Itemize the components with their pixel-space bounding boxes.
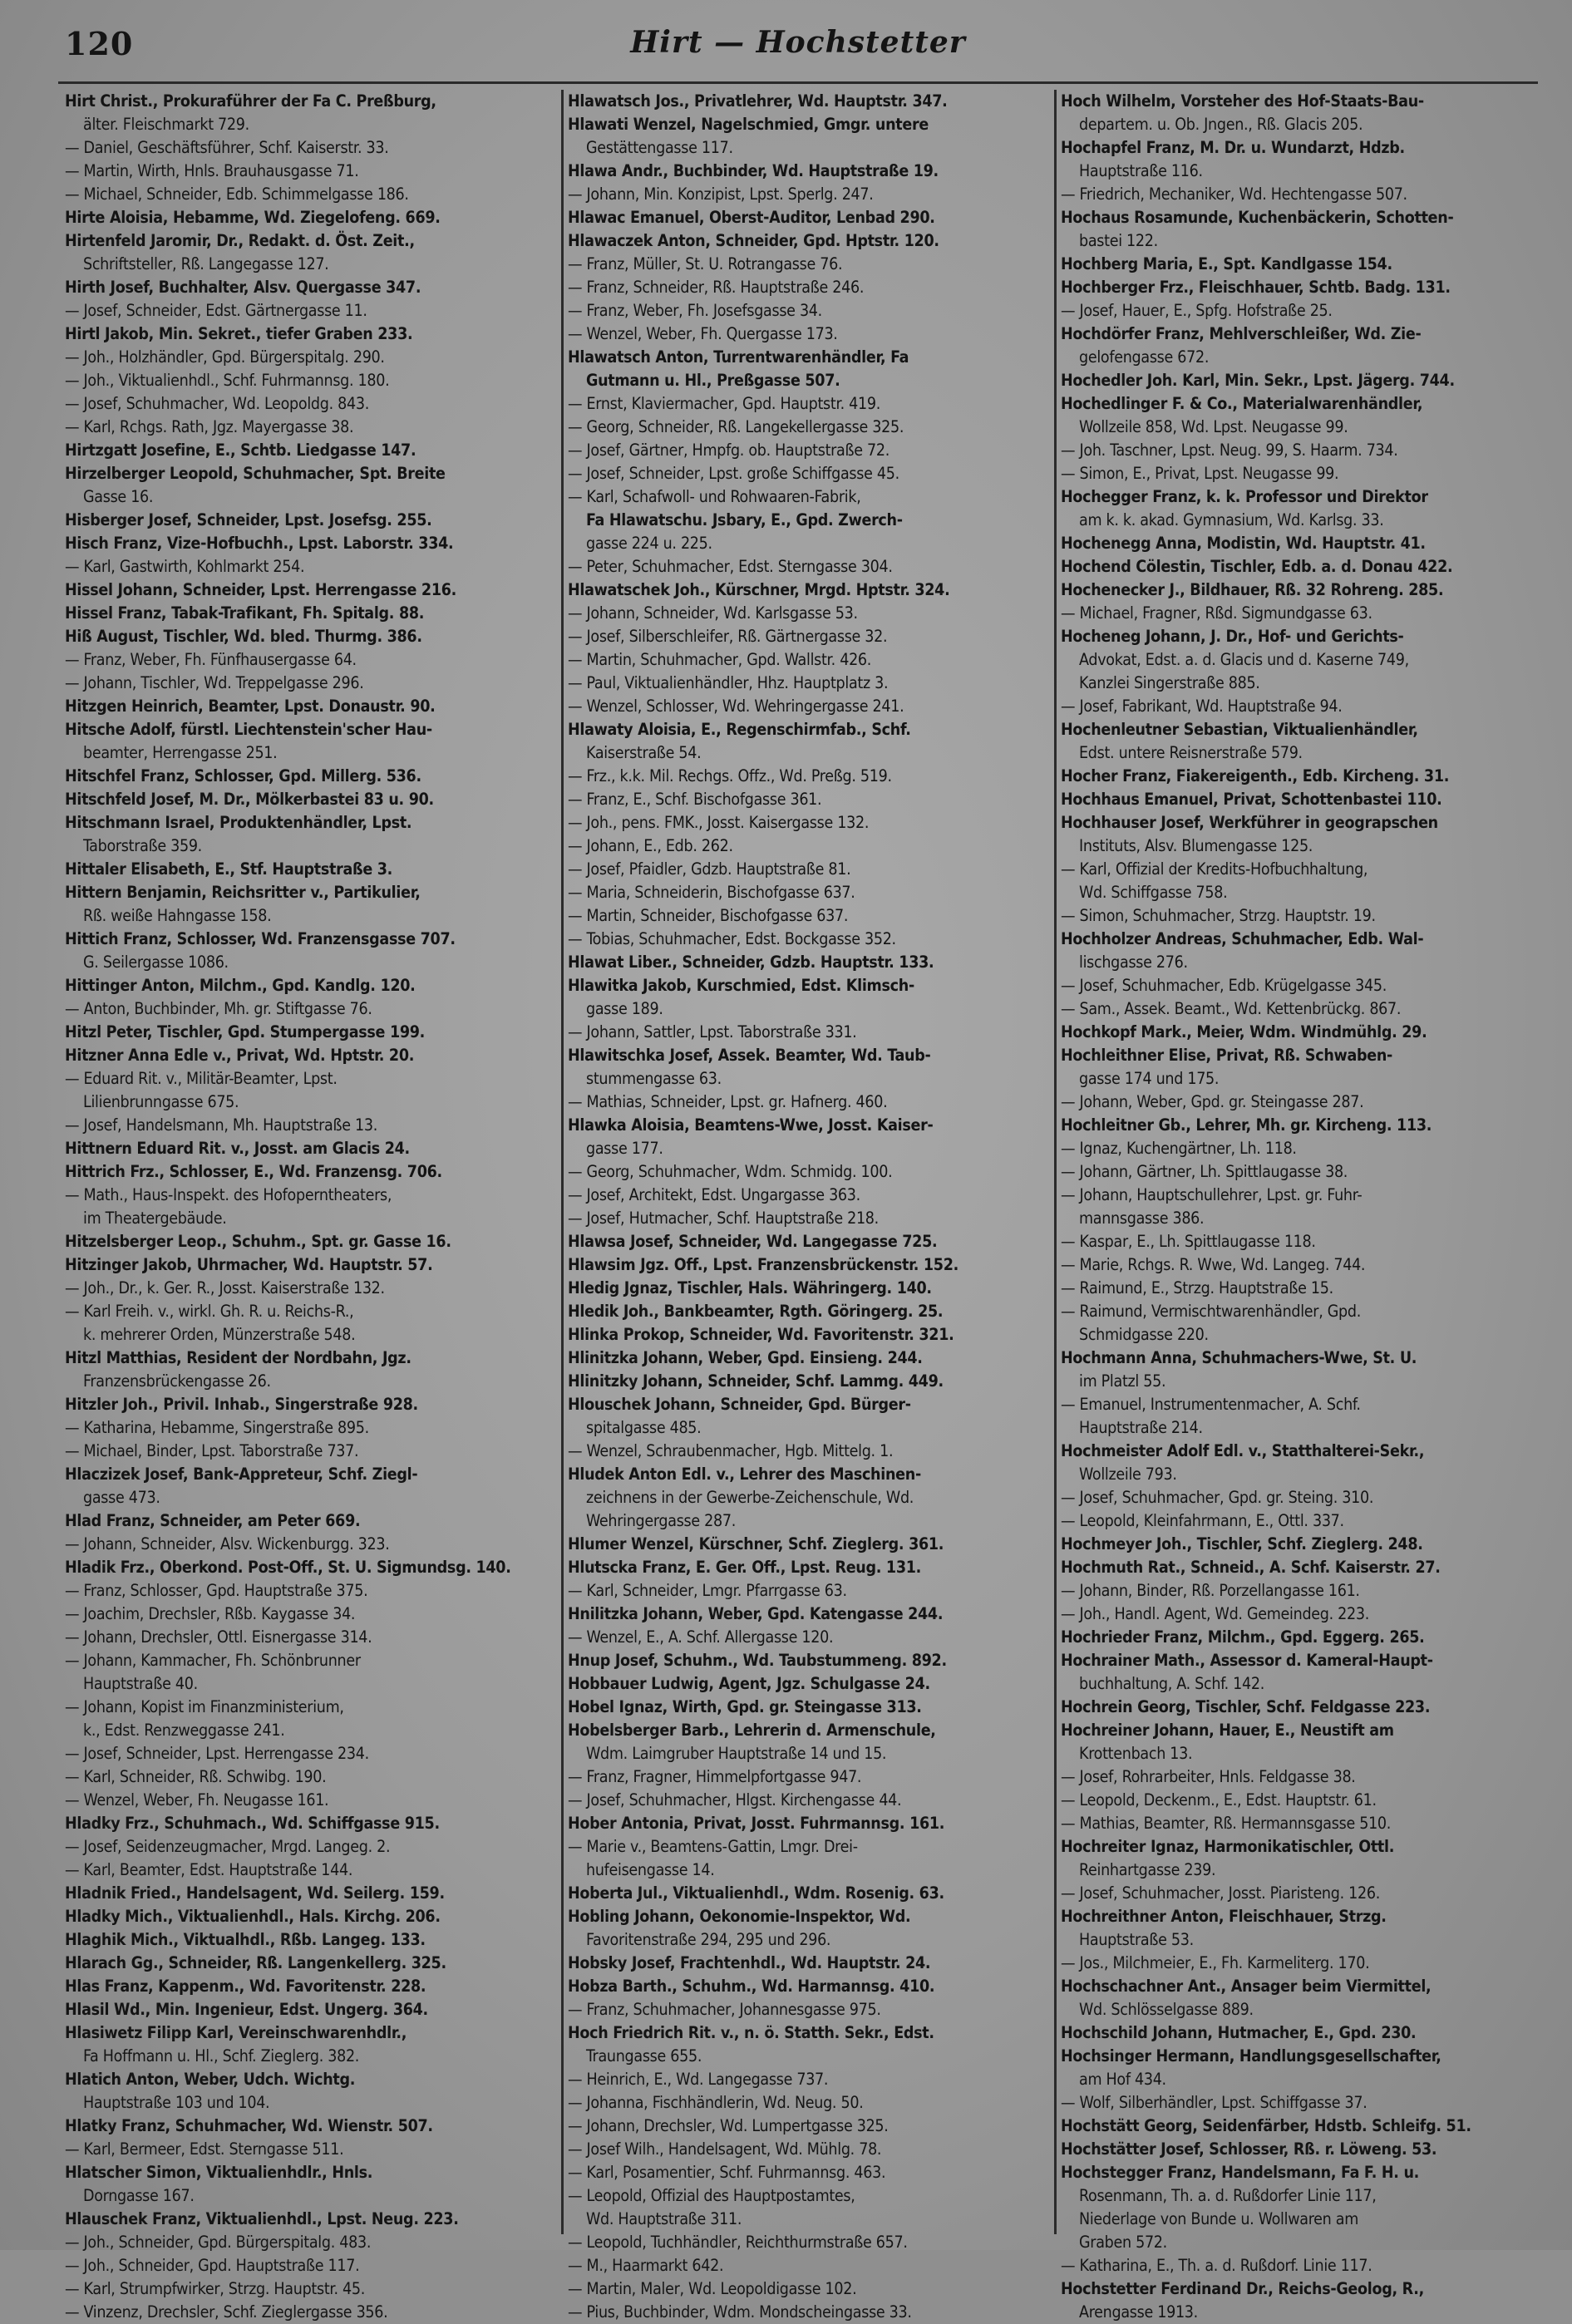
directory-entry: — Joh., Handl. Agent, Wd. Gemeindeg. 223. bbox=[1061, 1604, 1370, 1623]
directory-entry: — Karl, Rchgs. Rath, Jgz. Mayergasse 38. bbox=[65, 417, 354, 436]
directory-entry: Hitzinger Jakob, Uhrmacher, Wd. Hauptstr. 57. bbox=[65, 1255, 433, 1274]
directory-entry: — Georg, Schuhmacher, Wdm. Schmidg. 100. bbox=[568, 1162, 893, 1181]
directory-entry: — Karl, Bermeer, Edst. Sterngasse 511. bbox=[65, 2139, 344, 2159]
directory-entry: Hirtzgatt Josefine, E., Schtb. Liedgasse 147. bbox=[65, 441, 416, 460]
directory-entry: — Vinzenz, Drechsler, Schf. Zieglergasse 356. bbox=[65, 2302, 388, 2322]
directory-entry: Wd. Hauptstraße 311. bbox=[586, 2209, 742, 2228]
directory-entry: — Karl, Schneider, Rß. Schwibg. 190. bbox=[65, 1767, 327, 1786]
directory-entry: — Johann, Kopist im Finanzministerium, bbox=[65, 1697, 344, 1716]
directory-entry: Hlawka Aloisia, Beamtens-Wwe, Josst. Kaiser- bbox=[568, 1115, 934, 1135]
directory-entry: Hober Antonia, Privat, Josst. Fuhrmannsg. 161. bbox=[568, 1814, 945, 1833]
directory-entry: Hirzelberger Leopold, Schuhmacher, Spt. Breite bbox=[65, 464, 446, 483]
directory-entry: Hlasil Wd., Min. Ingenieur, Edst. Ungerg. 364. bbox=[65, 2000, 428, 2019]
directory-entry: — Josef, Hauer, E., Spfg. Hofstraße 25. bbox=[1061, 301, 1333, 320]
column-2 bbox=[568, 90, 1058, 2322]
directory-entry: — Martin, Schneider, Bischofgasse 637. bbox=[568, 906, 849, 925]
directory-entry: Hitzelsberger Leop., Schuhm., Spt. gr. Gasse 16. bbox=[65, 1232, 451, 1251]
directory-entry: Hlatky Franz, Schuhmacher, Wd. Wienstr. 507. bbox=[65, 2116, 433, 2135]
directory-entry: Hittinger Anton, Milchm., Gpd. Kandlg. 120. bbox=[65, 976, 416, 995]
directory-entry: Hochhaus Emanuel, Privat, Schottenbastei 110. bbox=[1061, 790, 1442, 809]
directory-entry: Hochaus Rosamunde, Kuchenbäckerin, Schotten- bbox=[1061, 208, 1454, 227]
directory-entry: bastei 122. bbox=[1079, 231, 1158, 250]
directory-entry: gelofengasse 672. bbox=[1079, 347, 1210, 367]
directory-entry: Kaiserstraße 54. bbox=[586, 743, 702, 762]
directory-entry: — Josef, Schuhmacher, Josst. Piaristeng. 126. bbox=[1061, 1883, 1380, 1903]
directory-entry: — Karl, Strumpfwirker, Strzg. Hauptstr. 45. bbox=[65, 2279, 366, 2298]
directory-entry: Hocheneg Johann, J. Dr., Hof- und Gerichts- bbox=[1061, 627, 1404, 646]
directory-entry: Favoritenstraße 294, 295 und 296. bbox=[586, 1930, 831, 1949]
directory-entry: — Joh., Dr., k. Ger. R., Josst. Kaiserstraße 132. bbox=[65, 1278, 385, 1297]
directory-entry: Hobbauer Ludwig, Agent, Jgz. Schulgasse 24. bbox=[568, 1674, 930, 1693]
directory-entry: — Raimund, Vermischtwarenhändler, Gpd. bbox=[1061, 1302, 1362, 1321]
directory-entry: — Franz, Weber, Fh. Fünfhausergasse 64. bbox=[65, 650, 357, 669]
directory-entry: Wehringergasse 287. bbox=[586, 1511, 737, 1530]
directory-entry: — Johann, Tischler, Wd. Treppelgasse 296. bbox=[65, 673, 364, 692]
column-1 bbox=[65, 90, 557, 2322]
directory-entry: Hauptstraße 116. bbox=[1079, 161, 1203, 180]
directory-entry: Hlutscka Franz, E. Ger. Off., Lpst. Reug. 131. bbox=[568, 1558, 921, 1577]
directory-entry: Hochrieder Franz, Milchm., Gpd. Eggerg. 265. bbox=[1061, 1627, 1425, 1647]
directory-entry: — Pius, Buchbinder, Wdm. Mondscheingasse 33. bbox=[568, 2302, 912, 2322]
directory-entry: gasse 224 u. 225. bbox=[586, 534, 712, 553]
directory-entry: Hauptstraße 40. bbox=[83, 1674, 198, 1693]
directory-entry: Hlawatsch Anton, Turrentwarenhändler, Fa bbox=[568, 347, 909, 367]
directory-entry: Hochrainer Math., Assessor d. Kameral-Haupt- bbox=[1061, 1651, 1433, 1670]
directory-entry: Hochmeister Adolf Edl. v., Statthalterei-Sekr., bbox=[1061, 1441, 1425, 1460]
directory-entry: gasse 177. bbox=[586, 1139, 663, 1158]
directory-entry: Gestättengasse 117. bbox=[586, 138, 733, 157]
directory-entry: Instituts, Alsv. Blumengasse 125. bbox=[1079, 836, 1313, 855]
directory-entry: departem. u. Ob. Jngen., Rß. Glacis 205. bbox=[1079, 115, 1363, 134]
page-number: 120 bbox=[65, 25, 134, 62]
directory-entry: Wd. Schlösselgasse 889. bbox=[1079, 2000, 1254, 2019]
directory-entry: — Josef, Schuhmacher, Gpd. gr. Steing. 310. bbox=[1061, 1488, 1374, 1507]
directory-entry: Hochschild Johann, Hutmacher, E., Gpd. 230. bbox=[1061, 2023, 1417, 2042]
directory-entry: Wd. Schiffgasse 758. bbox=[1079, 883, 1228, 902]
directory-entry: k. mehrerer Orden, Münzerstraße 548. bbox=[83, 1325, 356, 1344]
directory-entry: Gasse 16. bbox=[83, 487, 154, 506]
directory-entry: Hochholzer Andreas, Schuhmacher, Edb. Wal- bbox=[1061, 929, 1424, 948]
directory-entry: — Josef, Pfaidler, Gdzb. Hauptstraße 81. bbox=[568, 859, 851, 879]
directory-entry: Hladnik Fried., Handelsagent, Wd. Seilerg. 159. bbox=[65, 1883, 445, 1903]
directory-entry: — Mathias, Beamter, Rß. Hermannsgasse 510. bbox=[1061, 1814, 1392, 1833]
directory-entry: Fa Hoffmann u. Hl., Schf. Zieglerg. 382. bbox=[83, 2046, 360, 2066]
directory-entry: Hladky Mich., Viktualienhdl., Hals. Kirchg. 206. bbox=[65, 1907, 441, 1926]
directory-entry: Hirtl Jakob, Min. Sekret., tiefer Graben 233. bbox=[65, 324, 413, 343]
directory-entry: — Josef, Handelsmann, Mh. Hauptstraße 13. bbox=[65, 1115, 377, 1135]
directory-entry: Hochrein Georg, Tischler, Schf. Feldgasse 223. bbox=[1061, 1697, 1431, 1716]
directory-entry: Hitzler Joh., Privil. Inhab., Singerstraße 928. bbox=[65, 1395, 418, 1414]
directory-entry: Hlinitzky Johann, Schneider, Schf. Lammg. 449. bbox=[568, 1371, 944, 1391]
directory-entry: Hiß August, Tischler, Wd. bled. Thurmg. 386. bbox=[65, 627, 422, 646]
directory-entry: Hobsky Josef, Frachtenhdl., Wd. Hauptstr. 24. bbox=[568, 1953, 931, 1972]
directory-entry: Hlinitzka Johann, Weber, Gpd. Einsieng. 244. bbox=[568, 1348, 923, 1367]
directory-entry: Hirtenfeld Jaromir, Dr., Redakt. d. Öst. Zeit., bbox=[65, 231, 415, 250]
directory-entry: — Joh., Viktualienhdl., Schf. Fuhrmannsg. 180. bbox=[65, 371, 390, 390]
directory-entry: Hissel Franz, Tabak-Trafikant, Fh. Spitalg. 88. bbox=[65, 603, 425, 623]
directory-entry: — M., Haarmarkt 642. bbox=[568, 2256, 724, 2275]
directory-entry: Hochstegger Franz, Handelsmann, Fa F. H. u. bbox=[1061, 2163, 1420, 2182]
directory-entry: — Franz, Fragner, Himmelpfortgasse 947. bbox=[568, 1767, 862, 1786]
directory-entry: Hochstetter Ferdinand Dr., Reichs-Geolog, R., bbox=[1061, 2279, 1424, 2298]
directory-entry: Hisberger Josef, Schneider, Lpst. Josefsg. 255. bbox=[65, 510, 432, 529]
directory-entry: Hitzgen Heinrich, Beamter, Lpst. Donaustr. 90. bbox=[65, 697, 436, 716]
directory-entry: — Joachim, Drechsler, Rßb. Kaygasse 34. bbox=[65, 1604, 356, 1623]
directory-entry: — Heinrich, E., Wd. Langegasse 737. bbox=[568, 2070, 829, 2089]
directory-entry: — Johann, Hauptschullehrer, Lpst. gr. Fuhr- bbox=[1061, 1185, 1363, 1204]
directory-entry: — Marie, Rchgs. R. Wwe, Wd. Langeg. 744. bbox=[1061, 1255, 1366, 1274]
directory-entry: Reinhartgasse 239. bbox=[1079, 1860, 1216, 1879]
directory-entry: Hochhauser Josef, Werkführer in geograpschen bbox=[1061, 813, 1438, 832]
directory-entry: — Ernst, Klaviermacher, Gpd. Hauptstr. 419. bbox=[568, 394, 880, 413]
directory-entry: — Karl, Offizial der Kredits-Hofbuchhaltung, bbox=[1061, 859, 1368, 879]
directory-entry: — Josef, Schneider, Lpst. Herrengasse 234. bbox=[65, 1744, 369, 1763]
directory-entry: Rß. weiße Hahngasse 158. bbox=[83, 906, 272, 925]
directory-entry: — Franz, Schuhmacher, Johannesgasse 975. bbox=[568, 2000, 881, 2019]
directory-entry: Hochapfel Franz, M. Dr. u. Wundarzt, Hdzb. bbox=[1061, 138, 1405, 157]
directory-entry: — Maria, Schneiderin, Bischofgasse 637. bbox=[568, 883, 855, 902]
directory-entry: — Wenzel, Schraubenmacher, Hgb. Mittelg. 1. bbox=[568, 1441, 894, 1460]
directory-entry: Hochmann Anna, Schuhmachers-Wwe, St. U. bbox=[1061, 1348, 1417, 1367]
directory-entry: Franzensbrückengasse 26. bbox=[83, 1371, 271, 1391]
directory-entry: Hitsche Adolf, fürstl. Liechtenstein'scher Hau- bbox=[65, 720, 432, 739]
directory-entry: Hochedler Joh. Karl, Min. Sekr., Lpst. Jägerg. 744. bbox=[1061, 371, 1455, 390]
directory-entry: Hlawati Wenzel, Nagelschmied, Gmgr. untere bbox=[568, 115, 929, 134]
directory-entry: buchhaltung, A. Schf. 142. bbox=[1079, 1674, 1265, 1693]
directory-entry: Hitschfel Franz, Schlosser, Gpd. Millerg. 536. bbox=[65, 766, 421, 785]
directory-entry: Hochenleutner Sebastian, Viktualienhändler, bbox=[1061, 720, 1418, 739]
directory-entry: — Wenzel, Schlosser, Wd. Wehringergasse 241. bbox=[568, 697, 904, 716]
directory-entry: Hochegger Franz, k. k. Professor und Direktor bbox=[1061, 487, 1428, 506]
directory-entry: Hittaler Elisabeth, E., Stf. Hauptstraße 3. bbox=[65, 859, 393, 879]
directory-entry: — Johann, Min. Konzipist, Lpst. Sperlg. 247. bbox=[568, 185, 874, 204]
directory-entry: gasse 473. bbox=[83, 1488, 160, 1507]
directory-entry: — Josef, Architekt, Edst. Ungargasse 363. bbox=[568, 1185, 860, 1204]
directory-entry: — Franz, Schneider, Rß. Hauptstraße 246. bbox=[568, 278, 865, 297]
directory-entry: Hoch Wilhelm, Vorsteher des Hof-Staats-Bau- bbox=[1061, 91, 1424, 111]
directory-entry: Hauptstraße 53. bbox=[1079, 1930, 1194, 1949]
directory-entry: — Martin, Wirth, Hnls. Brauhausgasse 71. bbox=[65, 161, 359, 180]
directory-entry: Hlatich Anton, Weber, Udch. Wichtg. bbox=[65, 2070, 356, 2089]
directory-entry: Hlouschek Johann, Schneider, Gpd. Bürger- bbox=[568, 1395, 911, 1414]
header-rule bbox=[58, 81, 1538, 84]
directory-entry: Hnup Josef, Schuhm., Wd. Taubstummeng. 892. bbox=[568, 1651, 947, 1670]
column-divider bbox=[561, 90, 564, 2234]
directory-entry: Edst. untere Reisnerstraße 579. bbox=[1079, 743, 1303, 762]
directory-entry: Hoberta Jul., Viktualienhdl., Wdm. Rosenig. 63. bbox=[568, 1883, 944, 1903]
directory-entry: — Mathias, Schneider, Lpst. gr. Hafnerg. 460. bbox=[568, 1092, 888, 1111]
directory-entry: — Johann, Binder, Rß. Porzellangasse 161. bbox=[1061, 1581, 1360, 1600]
directory-entry: — Johann, E., Edb. 262. bbox=[568, 836, 733, 855]
directory-entry: — Sam., Assek. Beamt., Wd. Kettenbrückg. 867. bbox=[1061, 999, 1402, 1018]
directory-entry: — Peter, Schuhmacher, Edst. Sterngasse 304. bbox=[568, 557, 893, 576]
directory-entry: — Jos., Milchmeier, E., Fh. Karmeliterg. 170. bbox=[1061, 1953, 1370, 1972]
directory-entry: — Raimund, E., Strzg. Hauptstraße 15. bbox=[1061, 1278, 1333, 1297]
directory-entry: Hochmuth Rat., Schneid., A. Schf. Kaiserstr. 27. bbox=[1061, 1558, 1441, 1577]
directory-entry: — Daniel, Geschäftsführer, Schf. Kaiserstr. 33. bbox=[65, 138, 389, 157]
directory-entry: Hladky Frz., Schuhmach., Wd. Schiffgasse 915. bbox=[65, 1814, 440, 1833]
directory-entry: Hlawa Andr., Buchbinder, Wd. Hauptstraße 19. bbox=[568, 161, 939, 180]
directory-entry: gasse 189. bbox=[586, 999, 663, 1018]
directory-entry: hufeisengasse 14. bbox=[586, 1860, 715, 1879]
directory-entry: — Ignaz, Kuchengärtner, Lh. 118. bbox=[1061, 1139, 1297, 1158]
directory-entry: — Georg, Schneider, Rß. Langekellergasse 325. bbox=[568, 417, 904, 436]
directory-entry: — Karl, Gastwirth, Kohlmarkt 254. bbox=[65, 557, 305, 576]
directory-entry: Hlinka Prokop, Schneider, Wd. Favoritenstr. 321. bbox=[568, 1325, 954, 1344]
directory-entry: Hobelsberger Barb., Lehrerin d. Armenschule, bbox=[568, 1721, 936, 1740]
directory-entry: beamter, Herrengasse 251. bbox=[83, 743, 278, 762]
directory-entry: Hochend Cölestin, Tischler, Edb. a. d. Donau 422. bbox=[1061, 557, 1453, 576]
directory-entry: — Franz, Müller, St. U. Rotrangasse 76. bbox=[568, 254, 843, 273]
directory-entry: im Platzl 55. bbox=[1079, 1371, 1166, 1391]
directory-entry: Wollzeile 793. bbox=[1079, 1465, 1177, 1484]
directory-entry: — Friedrich, Mechaniker, Wd. Hechtengasse 507. bbox=[1061, 185, 1407, 204]
directory-entry: — Martin, Maler, Wd. Leopoldigasse 102. bbox=[568, 2279, 857, 2298]
directory-entry: Hochmeyer Joh., Tischler, Schf. Zieglerg. 248. bbox=[1061, 1534, 1423, 1553]
directory-entry: — Josef, Schneider, Lpst. große Schiffgasse 45. bbox=[568, 464, 899, 483]
directory-entry: — Katharina, Hebamme, Singerstraße 895. bbox=[65, 1418, 369, 1437]
directory-entry: lischgasse 276. bbox=[1079, 953, 1188, 972]
directory-entry: — Josef, Rohrarbeiter, Hnls. Feldgasse 38. bbox=[1061, 1767, 1356, 1786]
directory-entry: — Kaspar, E., Lh. Spittlaugasse 118. bbox=[1061, 1232, 1316, 1251]
directory-entry: — Josef, Schuhmacher, Hlgst. Kirchengasse 44. bbox=[568, 1790, 902, 1809]
directory-entry: — Joh. Taschner, Lpst. Neug. 99, S. Haarm. 734. bbox=[1061, 441, 1398, 460]
directory-entry: spitalgasse 485. bbox=[586, 1418, 702, 1437]
directory-entry: gasse 174 und 175. bbox=[1079, 1069, 1220, 1088]
directory-entry: Hlatscher Simon, Viktualienhdlr., Hnls. bbox=[65, 2163, 373, 2182]
directory-entry: Taborstraße 359. bbox=[83, 836, 202, 855]
directory-entry: Hitschfeld Josef, M. Dr., Mölkerbastei 83 u. 90. bbox=[65, 790, 434, 809]
directory-entry: Hlaghik Mich., Viktualhdl., Rßb. Langeg. 133. bbox=[65, 1930, 426, 1949]
directory-entry: — Joh., Schneider, Gpd. Hauptstraße 117. bbox=[65, 2256, 360, 2275]
directory-entry: Hochstätter Josef, Schlosser, Rß. r. Löweng. 53. bbox=[1061, 2139, 1437, 2159]
directory-entry: Rosenmann, Th. a. d. Rußdorfer Linie 117, bbox=[1079, 2186, 1377, 2205]
directory-entry: — Karl Freih. v., wirkl. Gh. R. u. Reichs-R., bbox=[65, 1302, 354, 1321]
directory-entry: mannsgasse 386. bbox=[1079, 1209, 1205, 1228]
directory-entry: Hochenegg Anna, Modistin, Wd. Hauptstr. 41. bbox=[1061, 534, 1426, 553]
directory-entry: — Katharina, E., Th. a. d. Rußdorf. Linie 117. bbox=[1061, 2256, 1372, 2275]
directory-entry: — Johann, Sattler, Lpst. Taborstraße 331. bbox=[568, 1022, 857, 1041]
directory-entry: Kanzlei Singerstraße 885. bbox=[1079, 673, 1260, 692]
directory-entry: Hlarach Gg., Schneider, Rß. Langenkellerg. 325. bbox=[65, 1953, 446, 1972]
directory-entry: Hochdörfer Franz, Mehlverschleißer, Wd. Zie- bbox=[1061, 324, 1422, 343]
directory-entry: Hochberger Frz., Fleischhauer, Schtb. Badg. 131. bbox=[1061, 278, 1451, 297]
directory-entry: Hirt Christ., Prokuraführer der Fa C. Preßburg, bbox=[65, 91, 436, 111]
directory-entry: Hlas Franz, Kappenm., Wd. Favoritenstr. 228. bbox=[65, 1977, 426, 1996]
running-title: Hirt — Hochstetter bbox=[630, 25, 966, 60]
directory-entry: — Frz., k.k. Mil. Rechgs. Offz., Wd. Preßg. 519. bbox=[568, 766, 892, 785]
directory-entry: Hludek Anton Edl. v., Lehrer des Maschinen- bbox=[568, 1465, 921, 1484]
directory-entry: — Simon, Schuhmacher, Strzg. Hauptstr. 19. bbox=[1061, 906, 1376, 925]
directory-entry: Hitzl Peter, Tischler, Gpd. Stumpergasse 199. bbox=[65, 1022, 426, 1041]
directory-entry: Hochsinger Hermann, Handlungsgesellschafter, bbox=[1061, 2046, 1441, 2066]
directory-entry: — Johann, Gärtner, Lh. Spittlaugasse 38. bbox=[1061, 1162, 1348, 1181]
directory-entry: Hauptstraße 214. bbox=[1079, 1418, 1203, 1437]
directory-entry: Wdm. Laimgruber Hauptstraße 14 und 15. bbox=[586, 1744, 887, 1763]
directory-entry: Traungasse 655. bbox=[586, 2046, 702, 2066]
directory-entry: — Johann, Kammacher, Fh. Schönbrunner bbox=[65, 1651, 361, 1670]
directory-entry: stummengasse 63. bbox=[586, 1069, 722, 1088]
directory-entry: älter. Fleischmarkt 729. bbox=[83, 115, 249, 134]
directory-entry: — Franz, Schlosser, Gpd. Hauptstraße 375. bbox=[65, 1581, 368, 1600]
directory-entry: Lilienbrunngasse 675. bbox=[83, 1092, 239, 1111]
directory-entry: Hittrich Frz., Schlosser, E., Wd. Franzensg. 706. bbox=[65, 1162, 442, 1181]
directory-entry: Hobel Ignaz, Wirth, Gpd. gr. Steingasse 313. bbox=[568, 1697, 922, 1716]
directory-entry: Hochreiter Ignaz, Harmonikatischler, Ottl. bbox=[1061, 1837, 1395, 1856]
directory-entry: Hissel Johann, Schneider, Lpst. Herrengasse 216. bbox=[65, 580, 456, 599]
directory-entry: — Simon, E., Privat, Lpst. Neugasse 99. bbox=[1061, 464, 1339, 483]
directory-entry: Hlawatschek Joh., Kürschner, Mrgd. Hptstr. 324. bbox=[568, 580, 950, 599]
directory-entry: Hlawat Liber., Schneider, Gdzb. Hauptstr. 133. bbox=[568, 953, 934, 972]
directory-entry: — Joh., Holzhändler, Gpd. Bürgerspitalg. 290. bbox=[65, 347, 385, 367]
directory-entry: — Franz, Weber, Fh. Josefsgasse 34. bbox=[568, 301, 822, 320]
directory-entry: Hlasiwetz Filipp Karl, Vereinschwarenhdlr., bbox=[65, 2023, 407, 2042]
directory-entry: Hlawsa Josef, Schneider, Wd. Langegasse 725. bbox=[568, 1232, 938, 1251]
directory-entry: Hochberg Maria, E., Spt. Kandlgasse 154. bbox=[1061, 254, 1392, 273]
directory-entry: Gutmann u. Hl., Preßgasse 507. bbox=[586, 371, 840, 390]
directory-entry: Wollzeile 858, Wd. Lpst. Neugasse 99. bbox=[1079, 417, 1348, 436]
directory-entry: Hlawaczek Anton, Schneider, Gpd. Hptstr. 120. bbox=[568, 231, 939, 250]
directory-entry: Hochedlinger F. & Co., Materialwarenhändler, bbox=[1061, 394, 1423, 413]
directory-entry: Hittich Franz, Schlosser, Wd. Franzensgasse 707. bbox=[65, 929, 456, 948]
directory-entry: Hlaczizek Josef, Bank-Appreteur, Schf. Ziegl- bbox=[65, 1465, 418, 1484]
directory-entry: — Michael, Schneider, Edb. Schimmelgasse 186. bbox=[65, 185, 409, 204]
directory-entry: — Johann, Schneider, Alsv. Wickenburgg. 323. bbox=[65, 1534, 390, 1553]
directory-entry: — Johann, Drechsler, Wd. Lumpertgasse 325. bbox=[568, 2116, 889, 2135]
directory-entry: Hirth Josef, Buchhalter, Alsv. Quergasse 347. bbox=[65, 278, 421, 297]
directory-entry: am k. k. akad. Gymnasium, Wd. Karlsg. 33. bbox=[1079, 510, 1384, 529]
directory-entry: — Karl, Schafwoll- und Rohwaaren-Fabrik, bbox=[568, 487, 861, 506]
directory-entry: Hlawitschka Josef, Assek. Beamter, Wd. Taub- bbox=[568, 1046, 931, 1065]
directory-entry: Hocher Franz, Fiakereigenth., Edb. Kircheng. 31. bbox=[1061, 766, 1450, 785]
directory-entry: — Josef, Silberschleifer, Rß. Gärtnergasse 32. bbox=[568, 627, 888, 646]
directory-entry: — Karl, Beamter, Edst. Hauptstraße 144. bbox=[65, 1860, 353, 1879]
directory-entry: — Leopold, Tuchhändler, Reichthurmstraße 657. bbox=[568, 2233, 908, 2252]
directory-entry: — Joh., Schneider, Gpd. Bürgerspitalg. 483. bbox=[65, 2233, 372, 2252]
directory-entry: Hitzner Anna Edle v., Privat, Wd. Hptstr. 20. bbox=[65, 1046, 415, 1065]
directory-entry: Krottenbach 13. bbox=[1079, 1744, 1193, 1763]
directory-entry: — Johann, Schneider, Wd. Karlsgasse 53. bbox=[568, 603, 858, 623]
directory-entry: Hittnern Eduard Rit. v., Josst. am Glacis 24. bbox=[65, 1139, 410, 1158]
directory-entry: — Math., Haus-Inspekt. des Hofoperntheaters, bbox=[65, 1185, 392, 1204]
directory-entry: — Josef, Hutmacher, Schf. Hauptstraße 218. bbox=[568, 1209, 879, 1228]
directory-entry: Hochstätt Georg, Seidenfärber, Hdstb. Schleifg. 51. bbox=[1061, 2116, 1471, 2135]
directory-entry: Hlawatsch Jos., Privatlehrer, Wd. Hauptstr. 347. bbox=[568, 91, 948, 111]
directory-entry: — Johann, Weber, Gpd. gr. Steingasse 287. bbox=[1061, 1092, 1364, 1111]
directory-entry: — Martin, Schuhmacher, Gpd. Wallstr. 426. bbox=[568, 650, 872, 669]
directory-entry: — Michael, Fragner, Rßd. Sigmundgasse 63. bbox=[1061, 603, 1372, 623]
directory-entry: Hochschachner Ant., Ansager beim Viermittel, bbox=[1061, 1977, 1432, 1996]
directory-entry: Hlawitka Jakob, Kurschmied, Edst. Klimsch- bbox=[568, 976, 914, 995]
directory-entry: Hisch Franz, Vize-Hofbuchh., Lpst. Laborstr. 334. bbox=[65, 534, 454, 553]
directory-entry: Niederlage von Bunde u. Wollwaren am bbox=[1079, 2209, 1359, 2228]
directory-entry: Hlauschek Franz, Viktualienhdl., Lpst. Neug. 223. bbox=[65, 2209, 459, 2228]
directory-entry: — Eduard Rit. v., Militär-Beamter, Lpst. bbox=[65, 1069, 338, 1088]
directory-entry: Hlumer Wenzel, Kürschner, Schf. Zieglerg. 361. bbox=[568, 1534, 944, 1553]
directory-entry: Hochleithner Elise, Privat, Rß. Schwaben- bbox=[1061, 1046, 1393, 1065]
directory-entry: — Michael, Binder, Lpst. Taborstraße 737. bbox=[65, 1441, 359, 1460]
directory-entry: Hobling Johann, Oekonomie-Inspektor, Wd. bbox=[568, 1907, 911, 1926]
directory-entry: Hlawsim Jgz. Off., Lpst. Franzensbrückenstr. 152. bbox=[568, 1255, 958, 1274]
directory-entry: Hlawac Emanuel, Oberst-Auditor, Lenbad 290. bbox=[568, 208, 935, 227]
directory-entry: — Wenzel, Weber, Fh. Quergasse 173. bbox=[568, 324, 838, 343]
directory-entry: — Josef, Schuhmacher, Wd. Leopoldg. 843. bbox=[65, 394, 369, 413]
directory-entry: — Johanna, Fischhändlerin, Wd. Neug. 50. bbox=[568, 2093, 864, 2112]
directory-entry: Hobza Barth., Schuhm., Wd. Harmannsg. 410. bbox=[568, 1977, 935, 1996]
directory-entry: Hochkopf Mark., Meier, Wdm. Windmühlg. 29. bbox=[1061, 1022, 1427, 1041]
directory-entry: — Johann, Drechsler, Ottl. Eisnergasse 314. bbox=[65, 1627, 372, 1647]
directory-entry: — Wenzel, Weber, Fh. Neugasse 161. bbox=[65, 1790, 329, 1809]
directory-entry: Arengasse 1913. bbox=[1079, 2302, 1198, 2322]
directory-entry: — Joh., pens. FMK., Josst. Kaisergasse 132. bbox=[568, 813, 870, 832]
directory-entry: — Wenzel, E., A. Schf. Allergasse 120. bbox=[568, 1627, 834, 1647]
directory-entry: Hitschmann Israel, Produktenhändler, Lpst. bbox=[65, 813, 412, 832]
directory-entry: — Emanuel, Instrumentenmacher, A. Schf. bbox=[1061, 1395, 1361, 1414]
directory-entry: im Theatergebäude. bbox=[83, 1209, 227, 1228]
directory-entry: Hitzl Matthias, Resident der Nordbahn, Jgz. bbox=[65, 1348, 411, 1367]
directory-entry: G. Seilergasse 1086. bbox=[83, 953, 229, 972]
directory-entry: Hlad Franz, Schneider, am Peter 669. bbox=[65, 1511, 361, 1530]
directory-entry: Hnilitzka Johann, Weber, Gpd. Katengasse 244. bbox=[568, 1604, 944, 1623]
directory-entry: Hledig Jgnaz, Tischler, Hals. Währingerg. 140. bbox=[568, 1278, 932, 1297]
directory-entry: zeichnens in der Gewerbe-Zeichenschule, Wd. bbox=[586, 1488, 914, 1507]
directory-entry: — Karl, Posamentier, Schf. Fuhrmannsg. 463. bbox=[568, 2163, 886, 2182]
directory-entry: — Josef, Seidenzeugmacher, Mrgd. Langeg. 2. bbox=[65, 1837, 391, 1856]
directory-entry: — Leopold, Kleinfahrmann, E., Ottl. 337. bbox=[1061, 1511, 1344, 1530]
directory-entry: — Leopold, Offizial des Hauptpostamtes, bbox=[568, 2186, 855, 2205]
directory-entry: Hirte Aloisia, Hebamme, Wd. Ziegelofeng. 669. bbox=[65, 208, 441, 227]
directory-entry: — Marie v., Beamtens-Gattin, Lmgr. Drei- bbox=[568, 1837, 858, 1856]
directory-entry: — Paul, Viktualienhändler, Hhz. Hauptplatz 3. bbox=[568, 673, 889, 692]
directory-entry: — Josef, Gärtner, Hmpfg. ob. Hauptstraße 72. bbox=[568, 441, 890, 460]
directory-entry: Hledik Joh., Bankbeamter, Rgth. Göringerg. 25. bbox=[568, 1302, 944, 1321]
directory-entry: — Wolf, Silberhändler, Lpst. Schiffgasse 37. bbox=[1061, 2093, 1367, 2112]
directory-entry: — Josef Wilh., Handelsagent, Wd. Mühlg. 78. bbox=[568, 2139, 882, 2159]
directory-entry: Graben 572. bbox=[1079, 2233, 1167, 2252]
directory-entry: Schmidgasse 220. bbox=[1079, 1325, 1209, 1344]
directory-entry: Hittern Benjamin, Reichsritter v., Partikulier, bbox=[65, 883, 421, 902]
directory-entry: — Tobias, Schuhmacher, Edst. Bockgasse 352. bbox=[568, 929, 896, 948]
directory-entry: Advokat, Edst. a. d. Glacis und d. Kaserne 749, bbox=[1079, 650, 1409, 669]
directory-entry: Hauptstraße 103 und 104. bbox=[83, 2093, 270, 2112]
page-header bbox=[0, 0, 1572, 91]
directory-entry: Hochreithner Anton, Fleischhauer, Strzg. bbox=[1061, 1907, 1387, 1926]
directory-entry: — Karl, Schneider, Lmgr. Pfarrgasse 63. bbox=[568, 1581, 847, 1600]
directory-entry: Hochreiner Johann, Hauer, E., Neustift am bbox=[1061, 1721, 1394, 1740]
directory-entry: Schriftsteller, Rß. Langegasse 127. bbox=[83, 254, 329, 273]
directory-entry: Hochleitner Gb., Lehrer, Mh. gr. Kircheng. 113. bbox=[1061, 1115, 1432, 1135]
directory-entry: — Anton, Buchbinder, Mh. gr. Stiftgasse 76. bbox=[65, 999, 372, 1018]
column-3 bbox=[1061, 90, 1543, 2322]
directory-entry: — Josef, Schuhmacher, Edb. Krügelgasse 345. bbox=[1061, 976, 1387, 995]
directory-entry: am Hof 434. bbox=[1079, 2070, 1166, 2089]
directory-entry: Hochenecker J., Bildhauer, Rß. 32 Rohreng. 285. bbox=[1061, 580, 1444, 599]
directory-entry: k., Edst. Renzweggasse 241. bbox=[83, 1721, 285, 1740]
directory-entry: Hlawaty Aloisia, E., Regenschirmfab., Schf. bbox=[568, 720, 911, 739]
directory-entry: Hoch Friedrich Rit. v., n. ö. Statth. Sekr., Edst. bbox=[568, 2023, 934, 2042]
directory-entry: Hladik Frz., Oberkond. Post-Off., St. U. Sigmundsg. 140. bbox=[65, 1558, 511, 1577]
directory-entry: — Josef, Fabrikant, Wd. Hauptstraße 94. bbox=[1061, 697, 1343, 716]
directory-entry: — Leopold, Deckenm., E., Edst. Hauptstr. 61. bbox=[1061, 1790, 1377, 1809]
directory-entry: — Josef, Schneider, Edst. Gärtnergasse 11. bbox=[65, 301, 367, 320]
directory-entry: — Franz, E., Schf. Bischofgasse 361. bbox=[568, 790, 822, 809]
directory-entry: Fa Hlawatschu. Jsbary, E., Gpd. Zwerch- bbox=[586, 510, 903, 529]
directory-entry: Dorngasse 167. bbox=[83, 2186, 195, 2205]
